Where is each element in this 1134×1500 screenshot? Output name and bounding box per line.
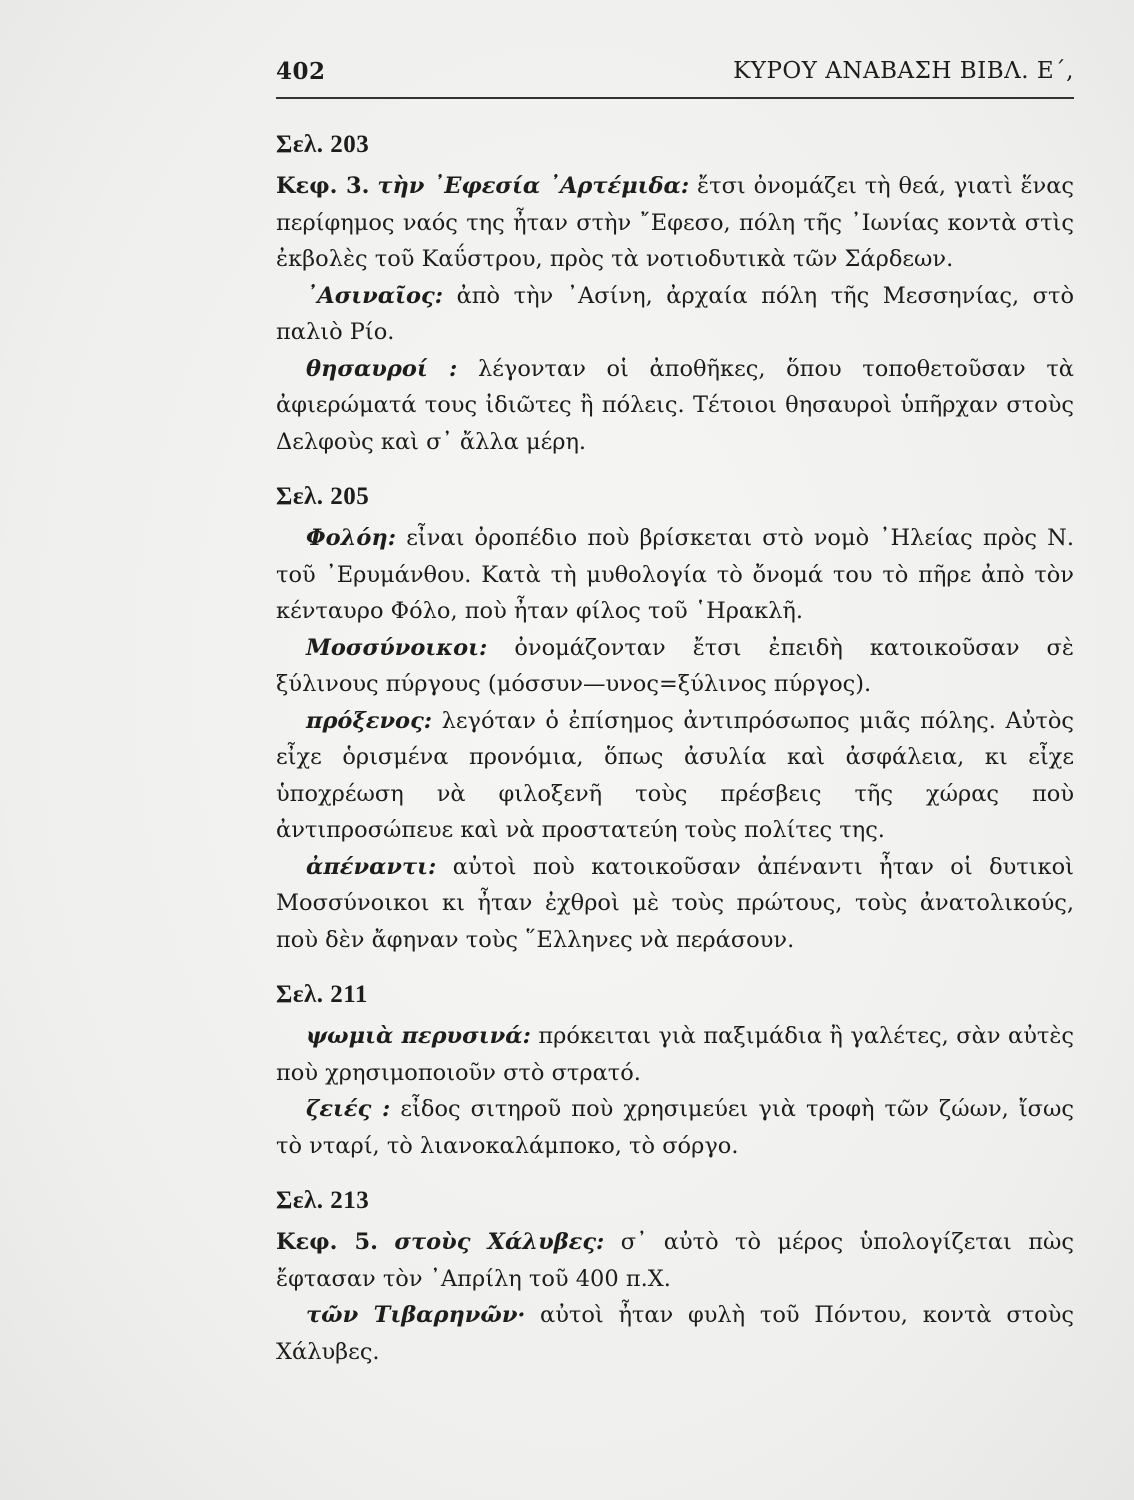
note-text: σ᾿ αὐτὸ τὸ μέρος ὑπολογίζεται πὼς ἔφτασαν τὸν ᾿Απρίλη τοῦ 400 π.Χ.	[276, 1229, 1074, 1292]
note-text: αὐτοὶ ποὺ κατοικοῦσαν ἀπέναντι ἦταν οἱ δυτικοὶ Μοσσύνοικοι κι ἦταν ἐχθροὶ μὲ τοὺς πρώτους, τοὺς ἀνατολικούς, ποὺ δὲν ἄφηναν τοὺς ῞Ελληνες νὰ περάσουν.	[276, 853, 1074, 953]
section-heading-203: Σελ. 203	[276, 131, 370, 158]
note-paragraph	[276, 1018, 1074, 1091]
note-text: εἶδος σιτηροῦ ποὺ χρησιμεύει γιὰ τροφὴ τῶν ζώων, ἴσως τὸ νταρί, τὸ λιανοκαλάμποκο, τὸ σόργο.	[276, 1096, 1074, 1159]
note-text: λεγόταν ὁ ἐπίσημος ἀντιπρόσωπος μιᾶς πόλης. Αὐτὸς εἶχε ὁρισμένα προνόμια, ὅπως ἀσυλία καὶ ἀσφάλεια, κι εἶχε ὑποχρέωση νὰ φιλοξενῆ τοὺς πρέσβεις τῆς χώρας ποὺ ἀντιπροσώπευε καὶ νὰ προστατεύη τοὺς πολίτες της.	[276, 707, 1074, 843]
note-paragraph	[276, 630, 1074, 703]
note-text: πρόκειται γιὰ παξιμάδια ἢ γαλέτες, σὰν αὐτὲς ποὺ χρησιμοποιοῦν στὸ στρατό.	[276, 1023, 1074, 1086]
page-header	[276, 58, 1074, 98]
chapter-ref: Κεφ. 3.	[276, 173, 370, 199]
page-number: 402	[276, 58, 326, 85]
note-text: ἔτσι ὀνομάζει τὴ θεά, γιατὶ ἕνας περίφημος ναός της ἦταν στὴν ῎Εφεσο, πόλη τῆς ᾿Ιωνίας κοντὰ στὶς ἐκβολὲς τοῦ Καΰστρου, πρὸς τὰ νοτιοδυτικὰ τῶν Σάρδεων.	[276, 173, 1075, 272]
chapter-ref: Κεφ. 5.	[276, 1229, 378, 1255]
note-paragraph	[276, 278, 1074, 351]
section-heading-211: Σελ. 211	[276, 981, 368, 1008]
note-term: πρόξενος:	[306, 707, 433, 734]
note-term: στοὺς Χάλυβες:	[394, 1229, 605, 1255]
header-rule	[276, 97, 1074, 99]
note-term: ζειές :	[306, 1096, 391, 1122]
note-paragraph	[276, 520, 1074, 630]
section-heading-213: Σελ. 213	[276, 1187, 370, 1214]
section-heading-205: Σελ. 205	[276, 483, 370, 510]
note-term: θησαυροί :	[306, 355, 458, 382]
note-paragraph	[276, 1224, 1074, 1297]
note-paragraph	[276, 168, 1074, 278]
note-term: Μοσσύνοικοι:	[306, 634, 488, 661]
note-text: εἶναι ὀροπέδιο ποὺ βρίσκεται στὸ νομὸ ᾿Ηλείας πρὸς Ν. τοῦ ᾿Ερυμάνθου. Κατὰ τὴ μυθολογία τὸ ὄνομά του τὸ πῆρε ἀπὸ τὸν κένταυρο Φόλο, ποὺ ἦταν φίλος τοῦ ῾Ηρακλῆ.	[276, 525, 1074, 624]
running-title: ΚΥΡΟΥ ΑΝΑΒΑΣΗ ΒΙΒΛ. Ε΄,	[733, 58, 1074, 84]
note-paragraph	[276, 703, 1074, 849]
note-term: τῶν Τιβαρηνῶν·	[306, 1302, 526, 1328]
note-term: Φολόη:	[306, 525, 397, 551]
note-text: αὐτοὶ ἦταν φυλὴ τοῦ Πόντου, κοντὰ στοὺς Χάλυβες.	[276, 1302, 1074, 1365]
note-text: λέγονταν οἱ ἀποθῆκες, ὅπου τοποθετοῦσαν τὰ ἀφιερώματά τους ἰδιῶτες ἢ πόλεις. Τέτοιοι θησαυροὶ ὑπῆρχαν στοὺς Δελφοὺς καὶ σ᾿ ἄλλα μέρη.	[276, 355, 1074, 455]
note-paragraph	[276, 1091, 1074, 1164]
note-paragraph	[276, 849, 1074, 959]
note-text: ὀνομάζονταν ἔτσι ἐπειδὴ κατοικοῦσαν σὲ ξύλινους πύργους (μόσσυν—υνος=ξύλινος πύργος).	[276, 634, 1074, 697]
note-term: ἀπέναντι:	[306, 853, 437, 880]
note-paragraph	[276, 351, 1074, 461]
notes-body	[276, 120, 1074, 1370]
note-text: ἀπὸ τὴν ᾿Ασίνη, ἀρχαία πόλη τῆς Μεσσηνίας, στὸ παλιὸ Ρίο.	[276, 282, 1074, 345]
note-term: ᾿Ασιναῖος:	[306, 282, 444, 309]
note-paragraph	[276, 1297, 1074, 1370]
note-term: ψωμιὰ περυσινά:	[306, 1023, 531, 1049]
note-term: τὴν ᾿Εφεσία ᾿Αρτέμιδα:	[377, 173, 690, 199]
